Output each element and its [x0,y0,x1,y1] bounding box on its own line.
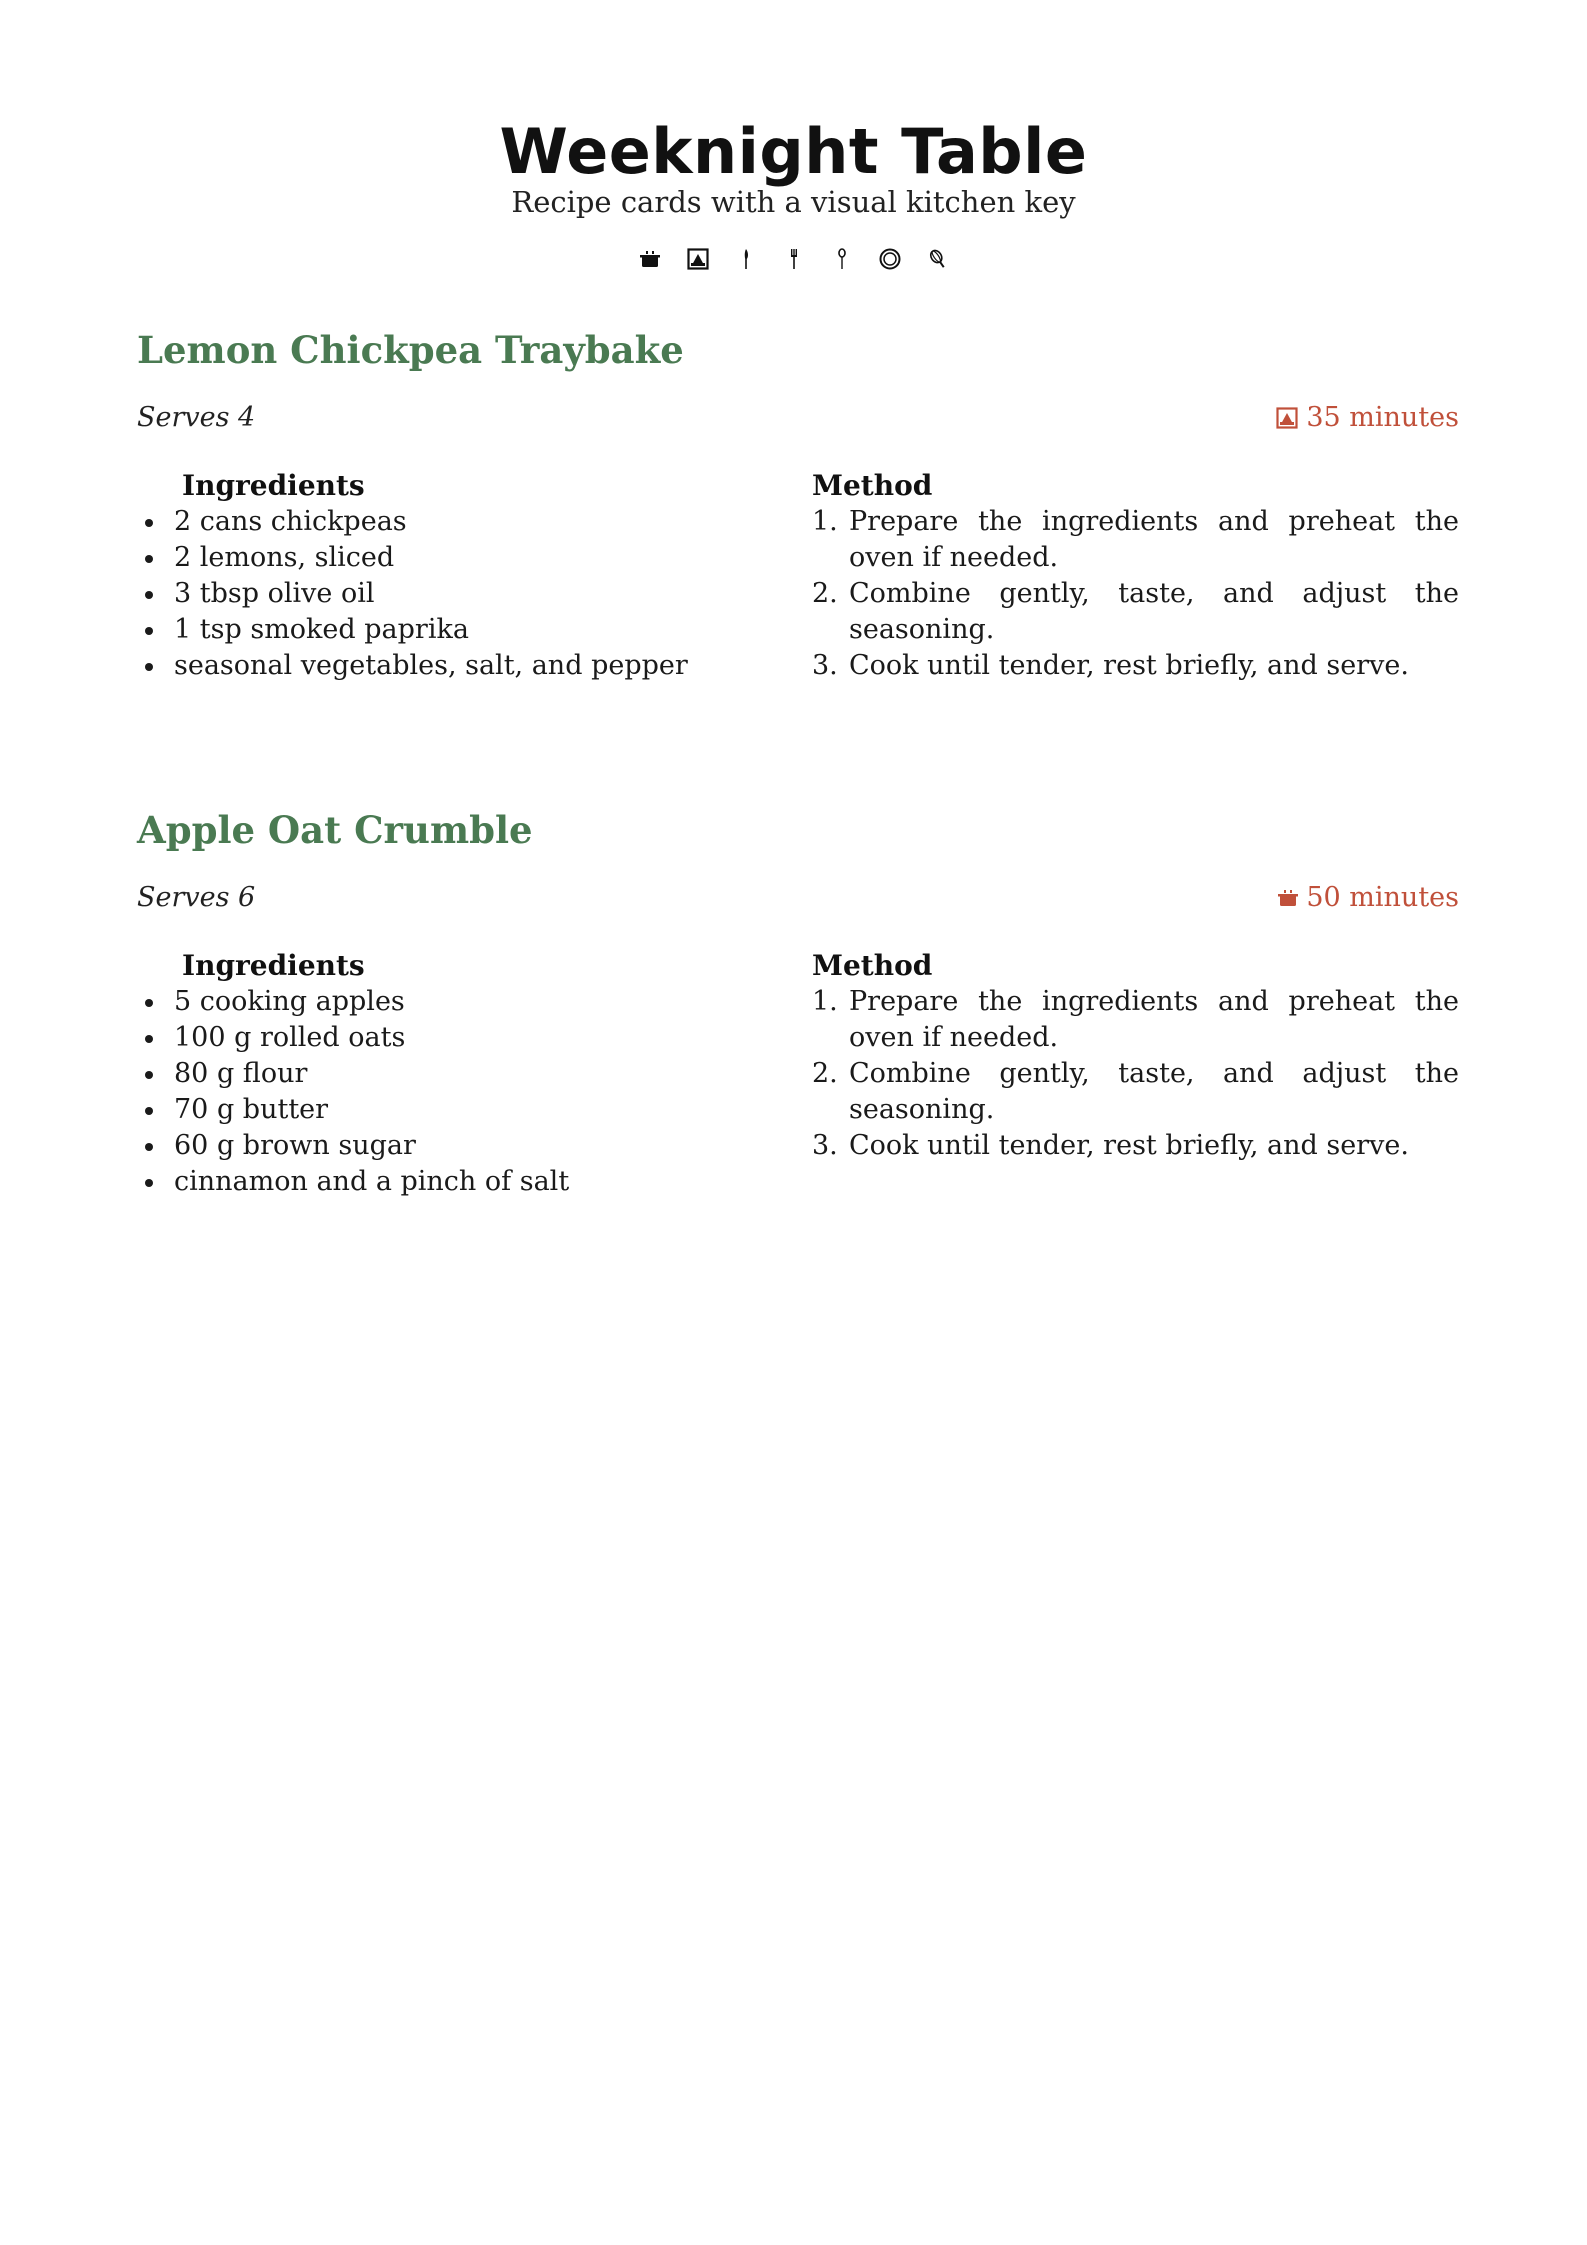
ingredients-section [137,468,777,684]
method-step [812,1128,1459,1164]
ingredient-item: 60 g brown sugar [137,1128,777,1164]
step-number: 3. [812,650,838,681]
pot-icon [639,248,661,270]
step-text: Prepare the ingredients and preheat the oven if needed. [849,986,1459,1053]
kitchen-key [0,248,1587,270]
step-text: Cook until tender, rest briefly, and serve. [849,650,1409,681]
ingredient-item: 3 tbsp olive oil [137,576,777,612]
serves-label: Serves 4 [137,402,256,433]
step-text: Prepare the ingredients and preheat the oven if needed. [849,506,1459,573]
oven-icon [687,248,709,270]
ingredient-item: 2 cans chickpeas [137,504,777,540]
time-value: 50 minutes [1306,882,1459,913]
method-heading: Method [812,949,933,982]
ingredient-item: 1 tsp smoked paprika [137,612,777,648]
time-label [1278,878,1459,918]
fork-icon [783,248,805,270]
step-number: 3. [812,1130,838,1161]
method-heading: Method [812,469,933,502]
ingredient-item: 80 g flour [137,1056,777,1092]
ingredients-section [137,948,777,1200]
recipe-title: Lemon Chickpea Traybake [137,328,684,372]
step-number: 2. [812,1058,838,1089]
ingredient-item: 2 lemons, sliced [137,540,777,576]
oven-icon [1276,407,1298,429]
method-list [812,984,1459,1164]
recipe-title: Apple Oat Crumble [137,808,533,852]
time-label [1276,398,1459,438]
method-step [812,504,1459,576]
recipe-meta [137,878,1459,918]
method-section [812,468,1459,684]
page-title: Weeknight Table [499,115,1088,188]
ingredients-list [137,984,777,1200]
plate-icon [879,248,901,270]
recipe-card [137,328,1459,681]
ingredient-item: 5 cooking apples [137,984,777,1020]
recipe-meta [137,398,1459,438]
ingredient-item: seasonal vegetables, salt, and pepper [137,648,777,684]
method-section [812,948,1459,1164]
whisk-icon [927,248,949,270]
step-text: Combine gently, taste, and adjust the seasoning. [849,1058,1459,1125]
ingredient-item: 70 g butter [137,1092,777,1128]
ingredients-heading: Ingredients [182,949,365,982]
method-list [812,504,1459,684]
page-header [0,115,1587,220]
step-text: Combine gently, taste, and adjust the seasoning. [849,578,1459,645]
knife-icon [735,248,757,270]
step-number: 1. [812,506,838,537]
ingredients-list [137,504,777,684]
step-number: 2. [812,578,838,609]
method-step [812,984,1459,1056]
ingredients-heading: Ingredients [182,469,365,502]
serves-label: Serves 6 [137,882,256,913]
ingredient-item: cinnamon and a pinch of salt [137,1164,777,1200]
page-subtitle: Recipe cards with a visual kitchen key [511,185,1076,219]
step-number: 1. [812,986,838,1017]
method-step [812,648,1459,684]
time-value: 35 minutes [1306,402,1459,433]
step-text: Cook until tender, rest briefly, and serve. [849,1130,1409,1161]
pot-icon [1278,889,1298,907]
ingredient-item: 100 g rolled oats [137,1020,777,1056]
recipe-card [137,808,1459,1197]
method-step [812,1056,1459,1128]
method-step [812,576,1459,648]
spoon-icon [831,248,853,270]
